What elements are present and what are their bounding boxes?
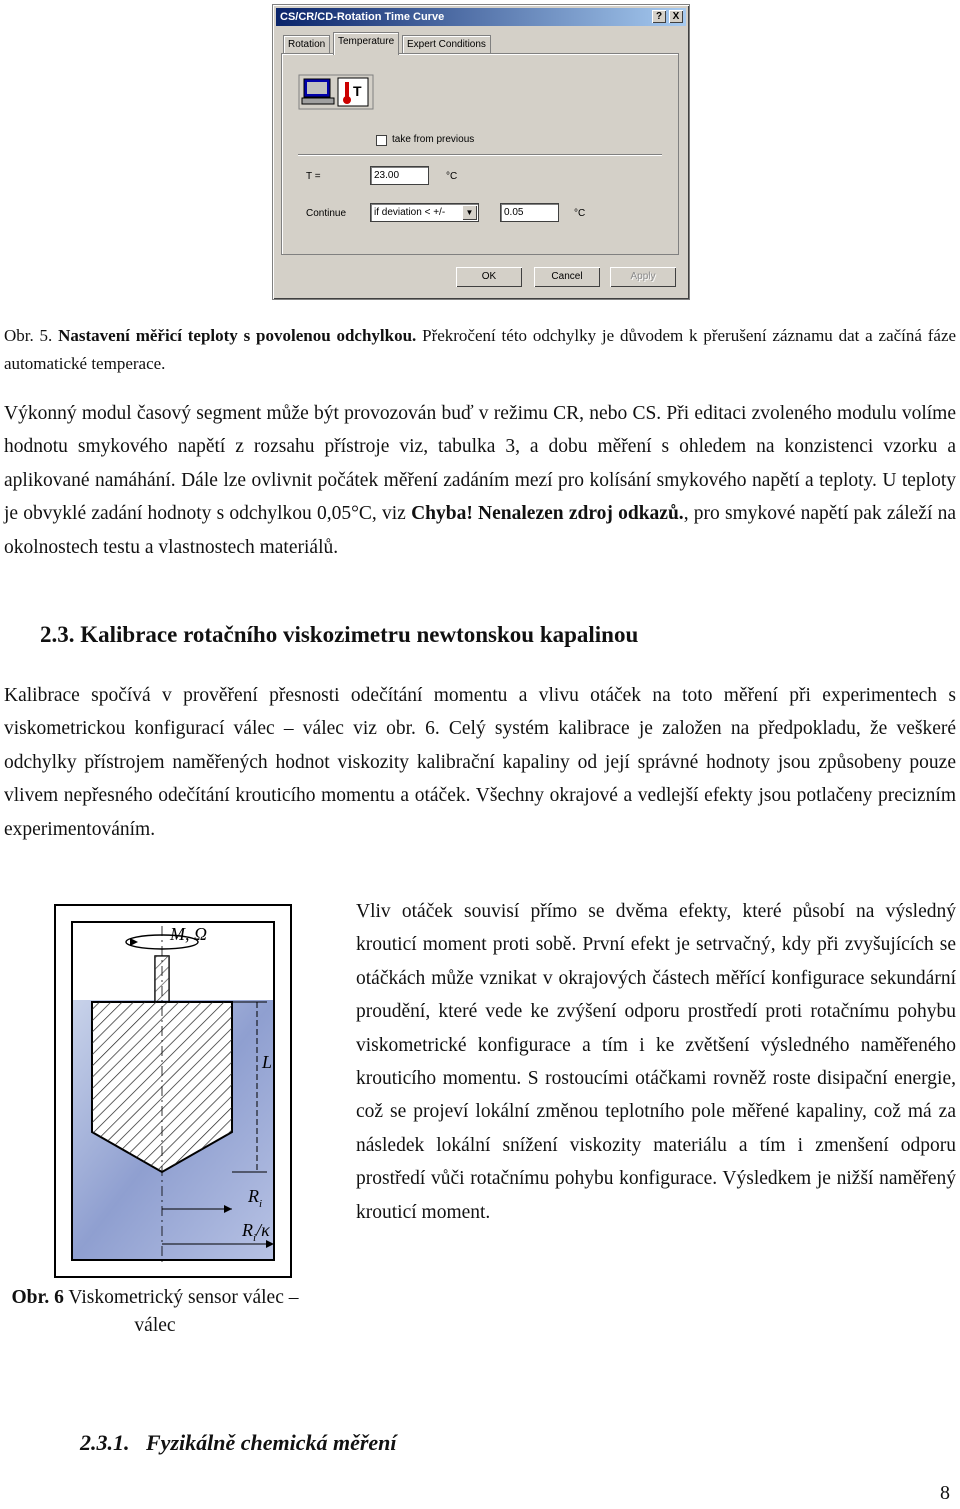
ok-button[interactable]: OK — [456, 267, 522, 287]
para1-error-ref: Chyba! Nenalezen zdroj odkazů. — [411, 503, 684, 525]
label-length: L — [262, 1052, 273, 1072]
panel-divider — [298, 154, 662, 156]
figure-5-caption — [4, 322, 956, 378]
fig6-caption-bold: Obr. 6 — [11, 1287, 64, 1308]
tab-rotation[interactable]: Rotation — [283, 35, 330, 54]
temperature-panel — [281, 53, 679, 255]
take-from-previous-checkbox[interactable] — [376, 135, 387, 146]
chevron-down-icon[interactable]: ▼ — [462, 205, 477, 220]
heading-2-3: 2.3. Kalibrace rotačního viskozimetru newtonskou kapalinou — [40, 622, 639, 647]
temperature-input[interactable]: 23.00 — [370, 166, 429, 185]
caption5-bold: Nastavení měřicí teploty s povolenou odchylkou. — [58, 326, 417, 345]
svg-text:T: T — [353, 83, 362, 99]
apply-button[interactable]: Apply — [610, 267, 676, 287]
page-number: 8 — [940, 1482, 950, 1504]
tab-expert-conditions[interactable]: Expert Conditions — [402, 35, 491, 54]
continue-label: Continue — [306, 208, 347, 219]
tab-temperature[interactable]: Temperature — [333, 32, 399, 55]
cancel-button[interactable]: Cancel — [534, 267, 600, 287]
label-inner-radius: $R_i$ — [248, 1186, 263, 1210]
rotation-time-curve-dialog — [272, 4, 690, 300]
para1-text-b: , pro smykové napětí pak záleží na okolnostech testu a vlastnostech materiálů. — [4, 503, 956, 558]
take-from-previous-label: take from previous — [392, 134, 475, 145]
paragraph-1 — [4, 397, 956, 564]
deviation-unit: °C — [574, 208, 586, 219]
paragraph-2: Kalibrace spočívá v prověření přesnosti odečítání momentu a vlivu otáček na toto měření při experimentech s viskometrickou konfigurací válec – válec viz obr. 6. Celý systém kalibrace je založen na předpokladu, že veškeré odchylky přístrojem naměřených hodnot viskozity kalibrační kapaliny od její správné hodnoty jsou způsobeny pouze vlivem nepřesného odečítání krouticího momentu a otáček. Všechny okrajové a vedlejší efekty jsou potlačeny precizním experimentováním. — [4, 685, 956, 840]
close-button[interactable]: X — [669, 10, 683, 23]
para1-text-a: Výkonný modul časový segment může být provozován buď v režimu CR, nebo CS. Při editaci zvoleného modulu volíme hodnotu smykového napětí z rozsahu přístroje viz, tabulka 3, a dobu měření s ohledem na konzistenci vzorku a aplikované namáhání. Dále lze ovlivnit počátek měření zadáním mezí pro kolísání smykového napětí a teploty. U teploty je obvyklé zadání hodnoty s odchylkou 0,05°C, viz — [4, 403, 956, 525]
paragraph-3: Vliv otáček souvisí přímo se dvěma efekty, které působí na výsledný krouticí moment proti sobě. První efekt je setrvačný, kdy při zvyšujících se otáčkách může vznikat v okrajových částech měřící konfigurace sekundární proudění, které vede ke zvýšení odporu prostředí proti rotačnímu pohybu viskometrické konfigurace a tím i ke zvětšení výsledného naměřeného krouticího momentu. S rostoucími otáčkami rovněž roste disipační energie, což se projeví lokální změnou teplotního pole měřené kapaliny, což má za následek lokální snížení viskozity materiálu a tím i zmenšení odporu prostředí vůči rotačnímu pohybu konfigurace. Výsledkem je nižší naměřený krouticí moment. — [356, 901, 956, 1223]
temperature-device-icon — [298, 74, 374, 110]
caption5-rest: Překročení této odchylky je důvodem k přerušení záznamu dat a začíná fáze automatické temperace. — [4, 326, 957, 373]
label-moment-omega: M, Ω — [170, 924, 208, 944]
continue-select-value: if deviation < +/- — [374, 207, 446, 218]
fig6-caption-rest: Viskometrický sensor válec – válec — [68, 1287, 299, 1336]
viscometer-sensor-figure — [52, 902, 294, 1280]
t-unit: °C — [446, 171, 458, 182]
heading-2-3-1: 2.3.1. Fyzikálně chemická měření — [80, 1430, 397, 1455]
caption5-prefix: Obr. 5. — [4, 326, 53, 345]
dialog-titlebar — [276, 8, 686, 26]
figure-6-caption — [10, 1284, 300, 1340]
deviation-input[interactable]: 0.05 — [500, 203, 559, 222]
label-outer-radius: $R_i/\kappa$ — [242, 1220, 270, 1244]
help-button[interactable]: ? — [652, 10, 666, 23]
continue-select[interactable] — [370, 203, 479, 222]
t-label: T = — [306, 171, 321, 182]
dialog-title: CS/CR/CD-Rotation Time Curve — [280, 11, 445, 23]
